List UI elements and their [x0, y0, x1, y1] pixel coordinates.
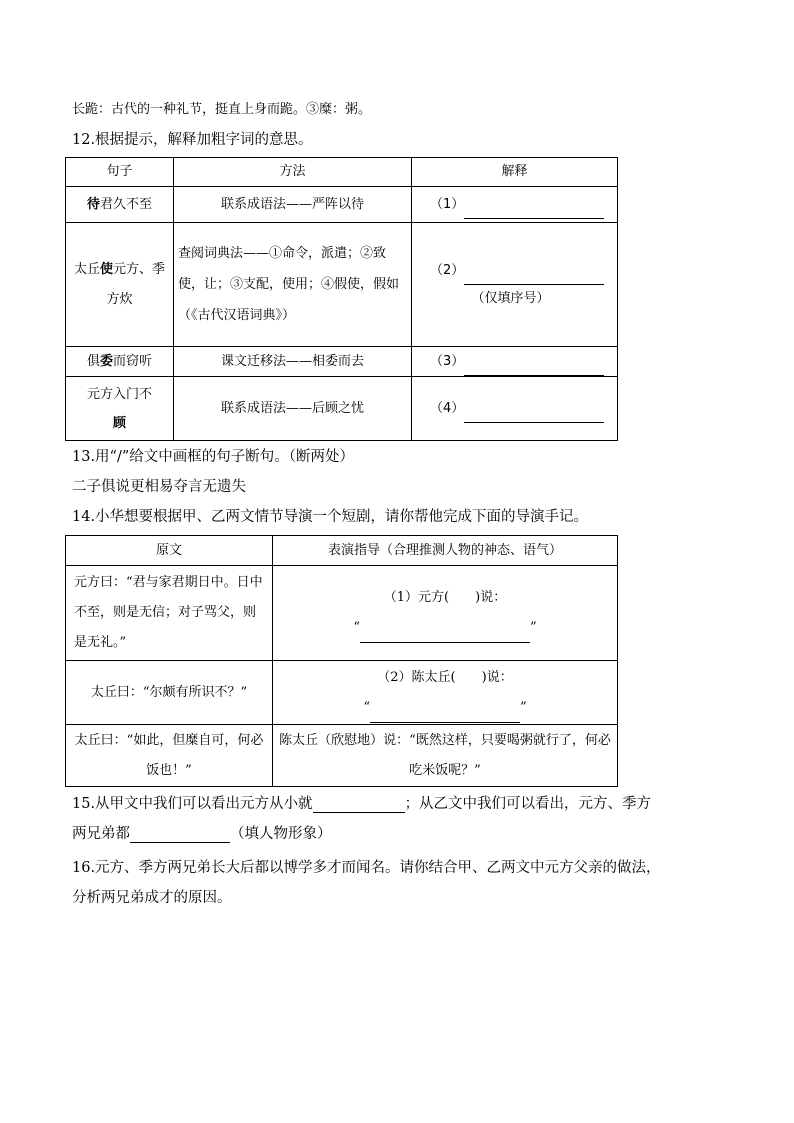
q15-blank-1[interactable]: [313, 798, 405, 813]
table-row: [66, 566, 618, 661]
q12-answer-3[interactable]: （3）: [412, 347, 618, 377]
q12-sentence-3: 俱委而窃听: [66, 347, 174, 377]
q12-sentence-2: 太丘使元方、季方炊: [66, 223, 174, 347]
q14-original-1: 元方曰：“君与家君期日中。日中不至，则是无信；对子骂父，则是无礼。”: [66, 566, 273, 661]
q15-blank-2[interactable]: [130, 828, 230, 843]
answer-blank-2[interactable]: [464, 270, 604, 285]
table-row: [66, 187, 618, 223]
q14-original-3: 太丘曰：“如此，但糜自可，何必饭也！”: [66, 725, 273, 787]
guide-blank-2[interactable]: [370, 708, 520, 723]
q14-guide-2[interactable]: （2）陈太丘( )说： “ ”: [273, 661, 618, 725]
question-12-prompt: 12.根据提示，解释加粗字词的意思。: [72, 132, 313, 148]
question-16-line-2: 分析两兄弟成才的原因。: [72, 890, 232, 906]
q14-original-2: 太丘曰：“尔颇有所识不？”: [66, 661, 273, 725]
answer-blank-4[interactable]: [464, 408, 604, 423]
question-14-prompt: 14.小华想要根据甲、乙两文情节导演一个短剧，请你帮他完成下面的导演手记。: [72, 509, 589, 525]
q14-guide-1[interactable]: （1）元方( )说： “ ”: [273, 566, 618, 661]
q12-sentence-4: 元方入门不 顾: [66, 377, 174, 441]
footnote-text: 长跪：古代的一种礼节，挺直上身而跪。③糜：粥。: [72, 102, 372, 117]
q14-header-original: 原文: [66, 536, 273, 566]
q12-method-3: 课文迁移法——相委而去: [174, 347, 412, 377]
q14-table: [65, 535, 618, 787]
guide-blank-1[interactable]: [360, 628, 530, 643]
q12-header-explain: 解释: [412, 158, 618, 187]
table-row: [66, 223, 618, 347]
q12-method-4: 联系成语法——后顾之忧: [174, 377, 412, 441]
fill-hint: （仅填序号）: [471, 290, 550, 306]
q14-header-guide: 表演指导（合理推测人物的神态、语气）: [273, 536, 618, 566]
q12-method-1: 联系成语法——严阵以待: [174, 187, 412, 223]
table-row: [66, 377, 618, 441]
question-15-line-1: 15.从甲文中我们可以看出元方从小就 ；从乙文中我们可以看出，元方、季方: [72, 796, 652, 812]
q12-answer-2[interactable]: （2） （仅填序号）: [412, 223, 618, 347]
question-13-sentence: 二子俱说更相易夺言无遗失: [72, 479, 246, 495]
question-13-prompt: 13.用“/”给文中画框的句子断句。（断两处）: [72, 449, 355, 465]
q12-method-2: 查阅词典法——①命令，派遣；②致使，让；③支配，使用；④假使，假如（《古代汉语词典》）: [174, 223, 412, 347]
answer-blank-3[interactable]: [464, 361, 604, 376]
table-row: [66, 661, 618, 725]
table-row: [66, 725, 618, 787]
q12-header-method: 方法: [174, 158, 412, 187]
answer-blank-1[interactable]: [464, 204, 604, 219]
question-15-line-2: 两兄弟都 （填人物形象）: [72, 826, 332, 842]
table-row: [66, 347, 618, 377]
q12-answer-4[interactable]: （4）: [412, 377, 618, 441]
q12-answer-1[interactable]: （1）: [412, 187, 618, 223]
q12-sentence-1: 待君久不至: [66, 187, 174, 223]
q14-guide-3: 陈太丘（欣慰地）说：“既然这样，只要喝粥就行了，何必吃米饭呢？”: [273, 725, 618, 787]
q12-header-sentence: 句子: [66, 158, 174, 187]
question-16-line-1: 16.元方、季方两兄弟长大后都以博学多才而闻名。请你结合甲、乙两文中元方父亲的做法，: [72, 860, 661, 876]
q12-table: [65, 157, 618, 441]
